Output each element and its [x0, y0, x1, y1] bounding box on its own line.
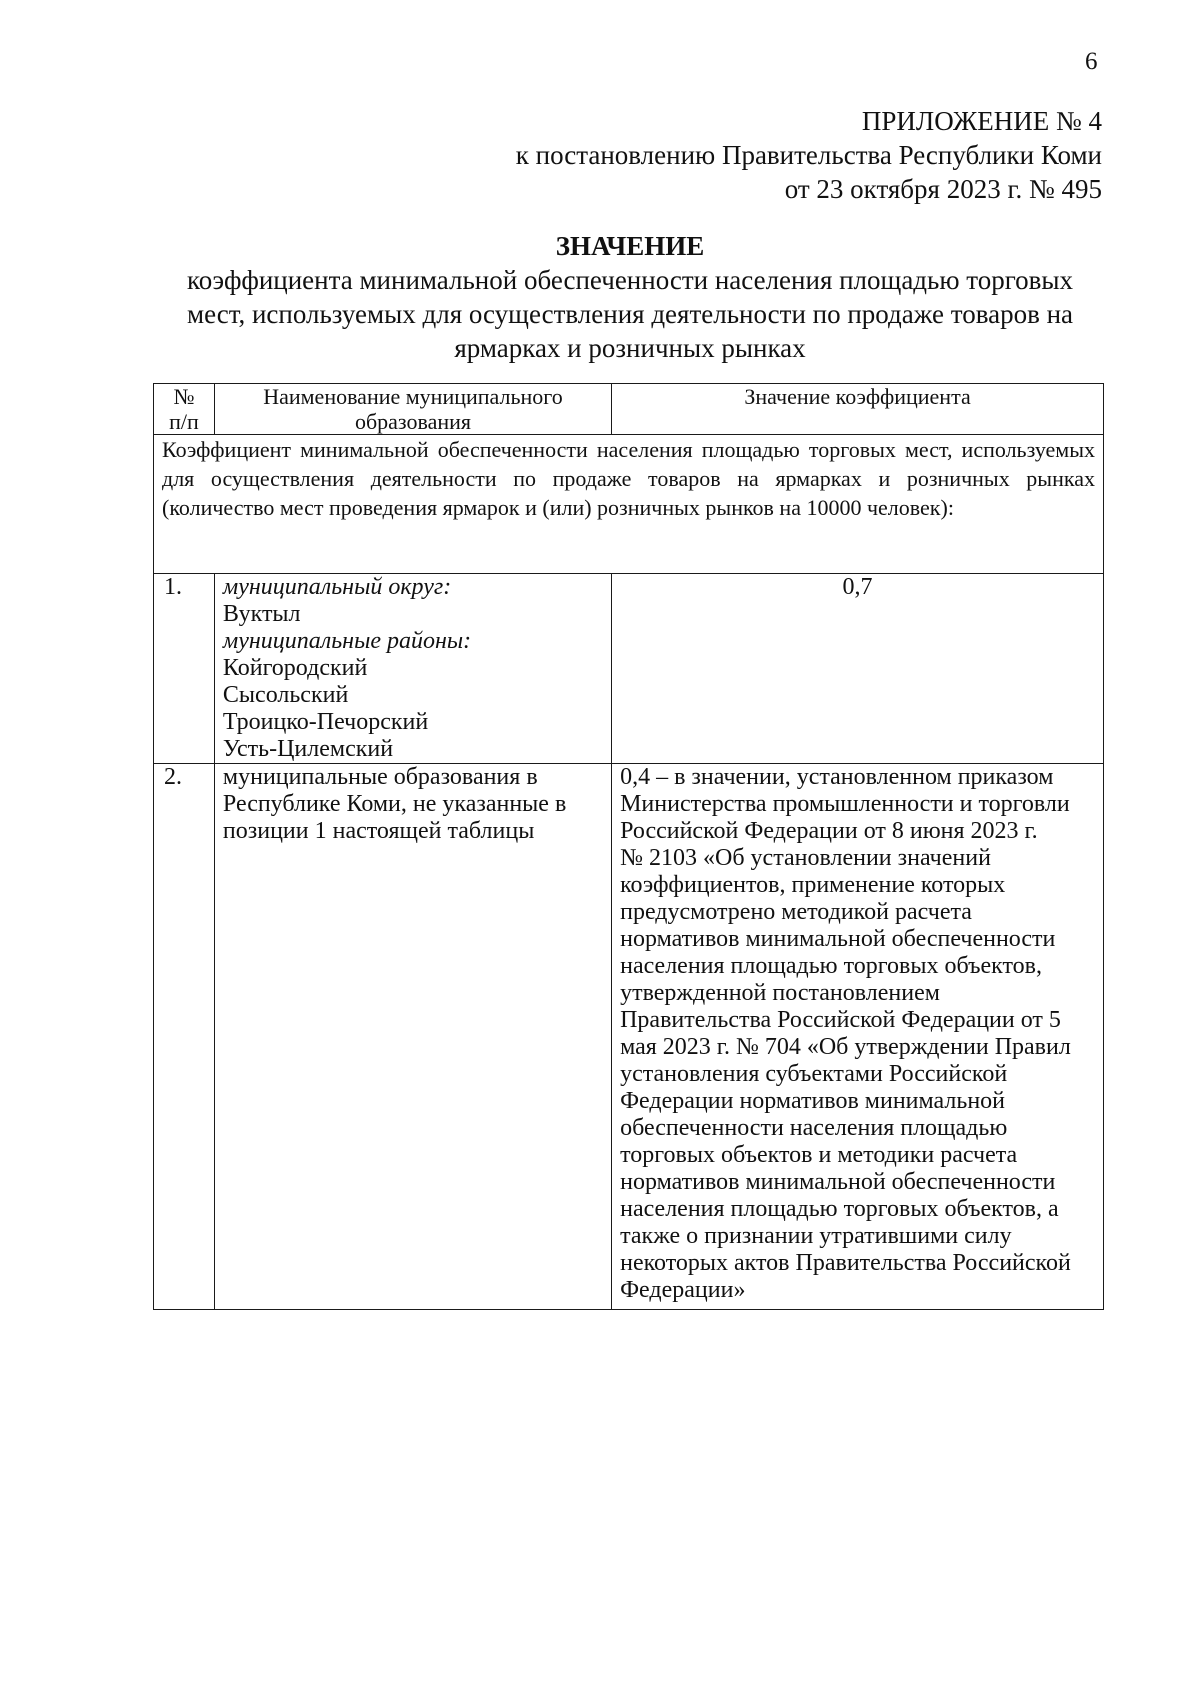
municipality-name: Усть-Цилемский — [222, 736, 394, 762]
document-title: ЗНАЧЕНИЕ — [555, 231, 705, 261]
document-subtitle-line-3: ярмарках и розничных рынках — [454, 333, 806, 363]
header-number: № п/п — [154, 384, 215, 435]
row-number: 1. — [154, 574, 215, 764]
document-title-block — [150, 229, 1110, 365]
page-number: 6 — [1085, 48, 1098, 75]
municipality-name: Вуктыл — [222, 601, 301, 627]
document-subtitle-line-1: коэффициента минимальной обеспеченности населения площадью торговых — [186, 265, 1074, 295]
municipality-category-label: муниципальный округ: — [222, 574, 452, 600]
coefficient-table — [153, 383, 1104, 1310]
appendix-resolution-ref: к постановлению Правительства Республики Коми — [515, 140, 1102, 170]
table-row — [154, 764, 1104, 1310]
row-coefficient-value: 0,7 — [612, 574, 1104, 764]
header-coefficient-value: Значение коэффициента — [612, 384, 1104, 435]
municipality-category-label: муниципальные районы: — [222, 628, 472, 654]
row-municipality-description: муниципальные образования в Республике Коми, не указанные в позиции 1 настоящей таблицы — [214, 764, 611, 1310]
municipality-name: Сысольский — [222, 682, 349, 708]
table-note: Коэффициент минимальной обеспеченности населения площадью торговых мест, используемых для осуществления деятельности по продаже товаров на ярмарках и розничных рынках (количество мест проведения ярмарок и (или) розничных рынков на 10000 человек): — [154, 435, 1104, 574]
appendix-header — [516, 104, 1102, 206]
row-municipality-list — [214, 574, 611, 764]
header-municipality-name: Наименование муниципального образования — [214, 384, 611, 435]
document-subtitle-line-2: мест, используемых для осуществления деятельности по продаже товаров на — [186, 299, 1074, 329]
row-coefficient-value: 0,4 – в значении, установленном приказом Министерства промышленности и торговли Российской Федерации от 8 июня 2023 г. № 2103 «Об установлении значений коэффициентов, применение которых предусмотрено методикой расчета нормативов минимальной обеспеченности населения площадью торговых объектов, утвержденной постановлением Правительства Российской Федерации от 5 мая 2023 г. № 704 «Об утверждении Правил установления субъектами Российской Федерации нормативов минимальной обеспеченности населения площадью торговых объектов и методики расчета нормативов минимальной обеспеченности населения площадью торговых объектов, а также о признании утратившими силу некоторых актов Правительства Российской Федерации» — [612, 764, 1104, 1310]
row-number: 2. — [154, 764, 215, 1310]
municipality-name: Троицко-Печорский — [222, 709, 429, 735]
table-row — [154, 574, 1104, 764]
table-header-row — [154, 384, 1104, 435]
municipality-name: Койгородский — [222, 655, 368, 681]
appendix-resolution-date: от 23 октября 2023 г. № 495 — [784, 174, 1102, 204]
table-note-row — [154, 435, 1104, 574]
appendix-title: ПРИЛОЖЕНИЕ № 4 — [861, 106, 1102, 136]
